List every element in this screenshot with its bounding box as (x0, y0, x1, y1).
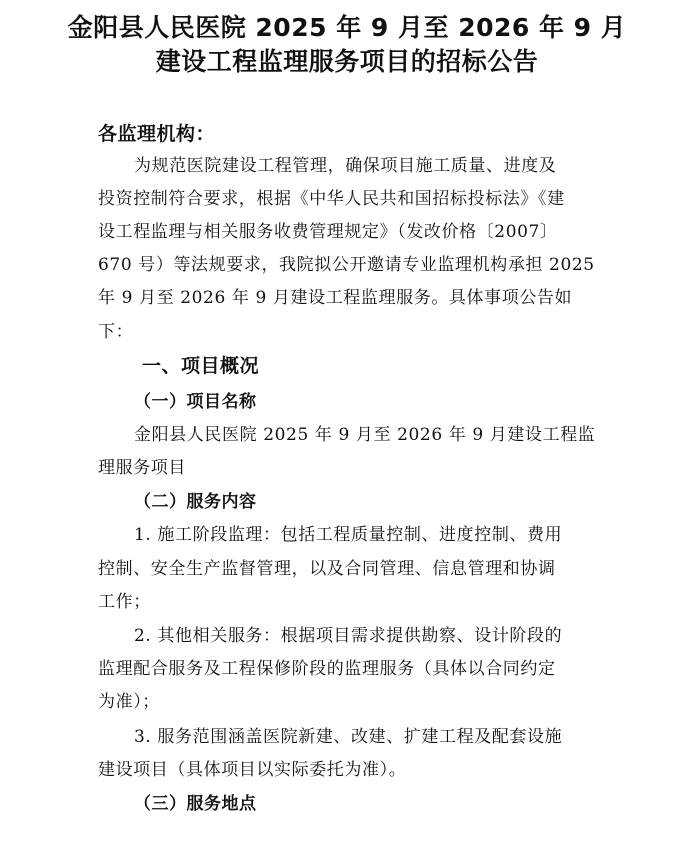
intro-line-3: 设工程监理与相关服务收费管理规定》（发改价格〔2007〕 (98, 222, 558, 242)
service-item-2-line-3: 为准）； (98, 692, 160, 712)
service-item-3-line-1: 3. 服务范围涵盖医院新建、改建、扩建工程及配套设施 (134, 727, 563, 747)
section-1-sub-2-heading: （二）服务内容 (134, 492, 257, 512)
section-1-sub-3-heading: （三）服务地点 (134, 794, 257, 814)
service-item-3-line-2: 建设项目（具体项目以实际委托为准）。 (98, 760, 407, 780)
intro-line-2: 投资控制符合要求，根据《中华人民共和国招标投标法》《建 (98, 189, 565, 209)
document-title-line-1: 金阳县人民医院 2025 年 9 月至 2026 年 9 月 (67, 13, 627, 42)
intro-line-4: 670 号）等法规要求，我院拟公开邀请专业监理机构承担 2025 (98, 255, 595, 275)
service-item-2-line-1: 2. 其他相关服务：根据项目需求提供勘察、设计阶段的 (134, 626, 563, 646)
section-1-sub-1-heading: （一）项目名称 (134, 392, 257, 412)
intro-line-6: 下： (98, 322, 134, 342)
service-item-1-line-2: 控制、安全生产监督管理，以及合同管理、信息管理和协调 (98, 559, 556, 579)
project-name-line-2: 理服务项目 (98, 458, 186, 478)
document-title-line-2: 建设工程监理服务项目的招标公告 (155, 47, 539, 76)
salutation: 各监理机构： (98, 123, 216, 145)
project-name-line-1: 金阳县人民医院 2025 年 9 月至 2026 年 9 月建设工程监 (134, 425, 596, 445)
intro-line-1: 为规范医院建设工程管理，确保项目施工质量、进度及 (134, 156, 557, 176)
service-item-1-line-1: 1. 施工阶段监理：包括工程质量控制、进度控制、费用 (134, 525, 563, 545)
intro-line-5: 年 9 月至 2026 年 9 月建设工程监理服务。具体事项公告如 (98, 288, 573, 308)
section-1-heading: 一、项目概况 (142, 355, 260, 377)
service-item-1-line-3: 工作； (98, 592, 151, 612)
service-item-2-line-2: 监理配合服务及工程保修阶段的监理服务（具体以合同约定 (98, 659, 556, 679)
